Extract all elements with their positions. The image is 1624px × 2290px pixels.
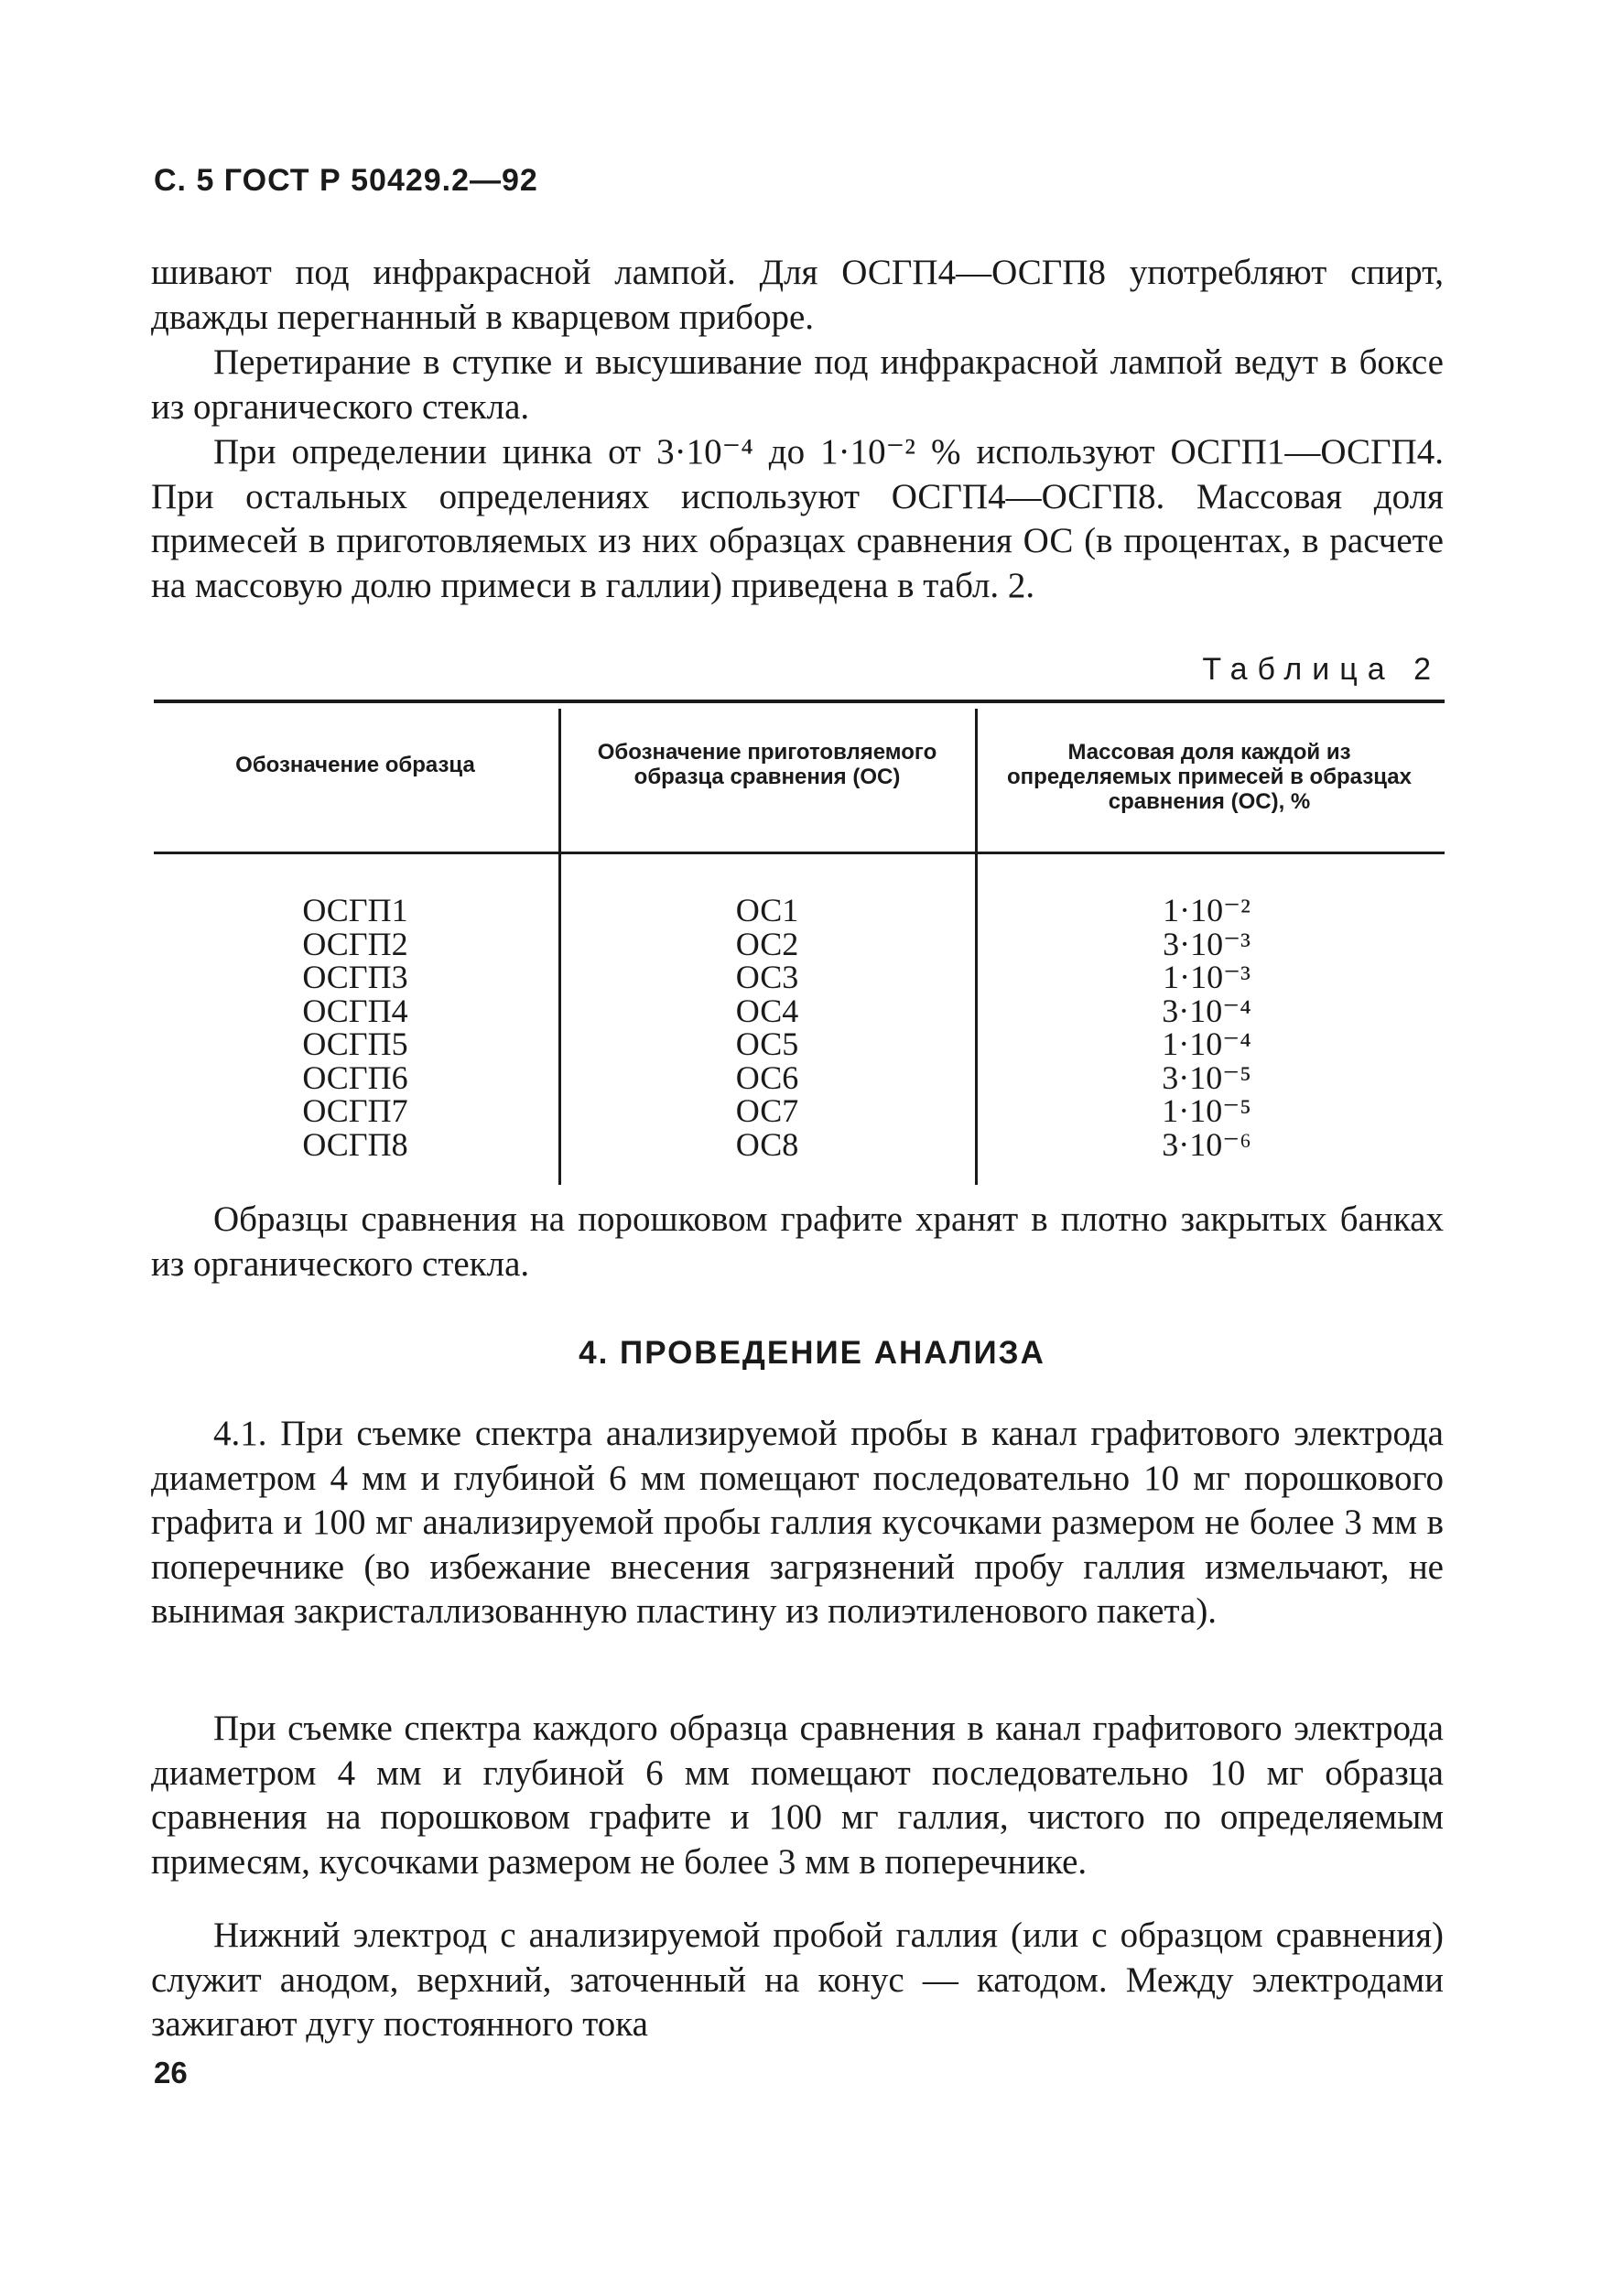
paragraph-4-1: 4.1. При съемке спектра анализируемой пробы в канал графитового электрода диаметром 4 мм и глубиной 6 мм помещают последовательно 10 мг порошкового графита и 100 мг анализируемой пробы галлия кусочками размером не более 3 мм в поперечнике (во избежание внесения загрязнений пробу галлия измельчают, не вынимая закристаллизованную пластину из полиэтиленового пакета). <box>151 1414 1444 1631</box>
table-cell: ОС6 <box>735 1058 799 1096</box>
table-col-reference <box>621 894 914 1161</box>
page-header: С. 5 ГОСТ Р 50429.2—92 <box>154 163 538 198</box>
table-cell: ОС2 <box>735 925 799 962</box>
table-header-rule <box>154 852 1445 854</box>
table-cell: 1·10⁻⁴ <box>1162 1026 1251 1062</box>
table-cell: 3·10⁻⁴ <box>1162 992 1251 1029</box>
table-col-divider-2 <box>975 709 978 1185</box>
table-col-sample <box>209 894 502 1161</box>
table-cell: ОСГП2 <box>302 925 408 962</box>
table-header-sample: Обозначение образца <box>235 753 475 777</box>
table-cell: ОС1 <box>735 892 799 928</box>
paragraph-continuation: шивают под инфракрасной лампой. Для ОСГП4—ОСГП8 употребляют спирт, дважды перегнанный в кварцевом приборе. <box>151 253 1444 337</box>
table-cell: ОСГП4 <box>302 992 408 1029</box>
section-title: 4. ПРОВЕДЕНИЕ АНАЛИЗА <box>579 1335 1045 1371</box>
table-caption: Таблица 2 <box>1202 652 1441 687</box>
paragraph-electrodes: Нижний электрод с анализируемой пробой галлия (или с образцом сравнения) служит анодом, верхний, заточенный на конус — катодом. Между электродами зажигают дугу постоянного тока <box>151 1916 1444 2044</box>
table-cell: 3·10⁻⁵ <box>1162 1058 1251 1096</box>
paragraph-zinc-determination: При определении цинка от 3·10⁻⁴ до 1·10⁻² % используют ОСГП1—ОСГП4. При остальных определениях используют ОСГП4—ОСГП8. Массовая доля примесей в приготовляемых из них образцах сравнения ОС (в процентах, в расчете на массовую долю примеси в галлии) приведена в табл. 2. <box>151 432 1444 605</box>
page-number: 26 <box>154 2056 188 2089</box>
table-cell: 3·10⁻⁶ <box>1162 1125 1251 1163</box>
table-col-divider-1 <box>558 709 561 1185</box>
table-header-mass-fraction: Массовая доля каждой из определяемых примесей в образцах сравнения (ОС), % <box>1007 740 1412 814</box>
table-header-reference: Обозначение приготовляемого образца сравнения (ОС) <box>597 740 937 789</box>
table-cell: 1·10⁻³ <box>1163 959 1250 995</box>
table-cell: ОСГП8 <box>302 1125 408 1163</box>
table-cell: ОСГП1 <box>302 892 408 928</box>
paragraph-storage: Образцы сравнения на порошковом графите хранят в плотно закрытых банках из органического стекла. <box>151 1199 1444 1284</box>
table-cell: ОС5 <box>735 1026 799 1062</box>
table-cell: ОСГП6 <box>302 1058 408 1096</box>
table-cell: ОСГП5 <box>302 1026 408 1062</box>
paragraph-grinding: Перетирание в ступке и высушивание под инфракрасной лампой ведут в боксе из органического стекла. <box>151 342 1444 427</box>
table-cell: 1·10⁻² <box>1163 892 1250 928</box>
table-2 <box>154 700 1445 1194</box>
table-top-rule <box>154 700 1445 703</box>
table-cell: ОС8 <box>735 1125 799 1163</box>
table-cell: ОСГП3 <box>302 959 408 995</box>
table-cell: ОС7 <box>735 1092 799 1129</box>
table-cell: 1·10⁻⁵ <box>1162 1092 1251 1129</box>
table-col-mass-fraction <box>1060 894 1353 1161</box>
table-cell: ОС4 <box>735 992 799 1029</box>
paragraph-reference-spectrum: При съемке спектра каждого образца сравнения в канал графитового электрода диаметром 4 мм и глубиной 6 мм помещают последовательно 10 мг образца сравнения на порошковом графите и 100 мг галлия, чистого по определяемым примесям, кусочками размером не более 3 мм в поперечнике. <box>151 1709 1444 1882</box>
table-cell: 3·10⁻³ <box>1163 925 1250 962</box>
table-cell: ОСГП7 <box>302 1092 408 1129</box>
table-cell: ОС3 <box>735 959 799 995</box>
